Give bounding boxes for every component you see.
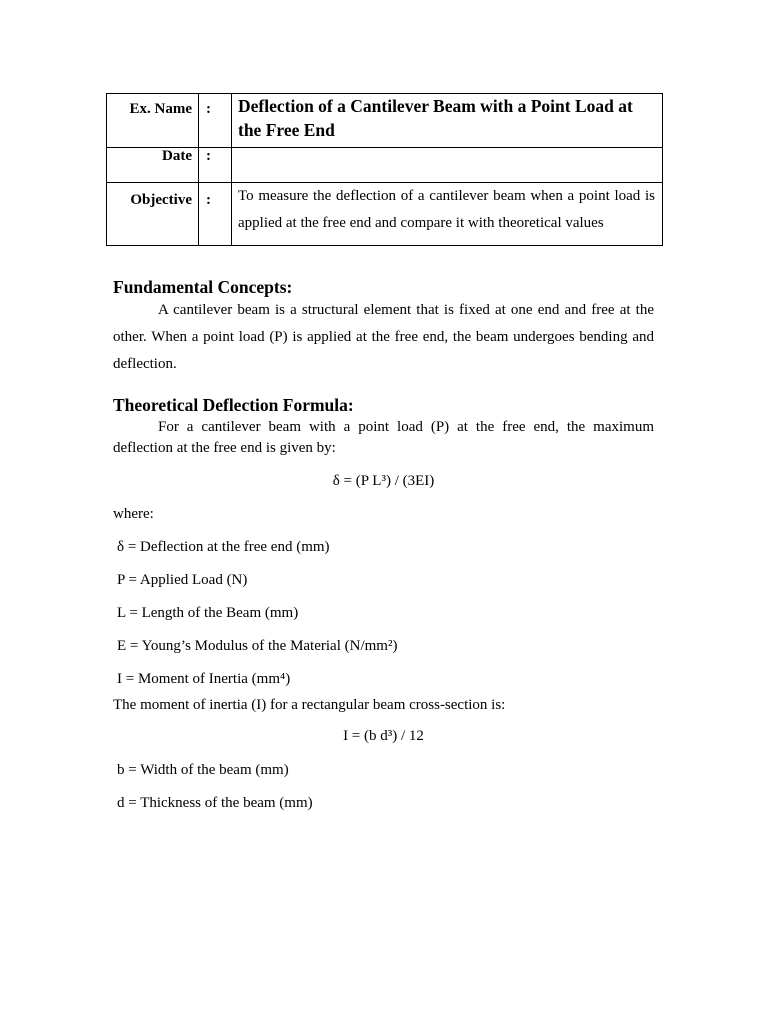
inertia-intro: The moment of inertia (I) for a rectangular beam cross-section is: bbox=[113, 697, 506, 713]
spacer bbox=[113, 378, 654, 393]
inertia-definitions bbox=[113, 760, 654, 813]
where-label: where: bbox=[113, 506, 154, 522]
definition-item: I = Moment of Inertia (mm⁴) bbox=[117, 671, 291, 687]
date-row bbox=[107, 148, 663, 183]
fundamental-concepts-paragraph: A cantilever beam is a structural element that is fixed at one end and free at the other. When a point load (P) is applied at the free end, the beam undergoes bending and deflection. bbox=[113, 302, 654, 372]
fundamental-concepts-heading: Fundamental Concepts: bbox=[113, 277, 293, 297]
objective-value: To measure the deflection of a cantilever beam when a point load is applied at the free end and compare it with theoretical values bbox=[232, 183, 663, 246]
date-colon: : bbox=[199, 148, 232, 183]
ex-name-colon: : bbox=[199, 94, 232, 148]
ex-name-label: Ex. Name bbox=[107, 94, 199, 148]
definition-item: δ = Deflection at the free end (mm) bbox=[117, 539, 330, 555]
definition-item: b = Width of the beam (mm) bbox=[117, 762, 289, 778]
objective-colon: : bbox=[199, 183, 232, 246]
theoretical-formula-heading: Theoretical Deflection Formula: bbox=[113, 395, 354, 415]
objective-label: Objective bbox=[107, 183, 199, 246]
definition-item: L = Length of the Beam (mm) bbox=[117, 605, 299, 621]
definition-item: E = Young’s Modulus of the Material (N/mm²) bbox=[117, 638, 398, 654]
definition-item: P = Applied Load (N) bbox=[117, 572, 248, 588]
ex-name-value: Deflection of a Cantilever Beam with a Point Load at the Free End bbox=[232, 94, 663, 148]
date-value bbox=[232, 148, 663, 183]
inertia-formula: I = (b d³) / 12 bbox=[343, 728, 424, 744]
ex-name-row bbox=[107, 94, 663, 148]
variable-definitions bbox=[113, 537, 654, 689]
definition-item: d = Thickness of the beam (mm) bbox=[117, 795, 313, 811]
objective-row bbox=[107, 183, 663, 246]
experiment-header-table bbox=[106, 93, 663, 246]
date-label: Date bbox=[107, 148, 199, 183]
document-body bbox=[113, 275, 654, 813]
theoretical-intro-paragraph: For a cantilever beam with a point load (P) at the free end, the maximum deflection at the free end is given by: bbox=[113, 419, 654, 456]
deflection-formula: δ = (P L³) / (3EI) bbox=[332, 473, 435, 489]
